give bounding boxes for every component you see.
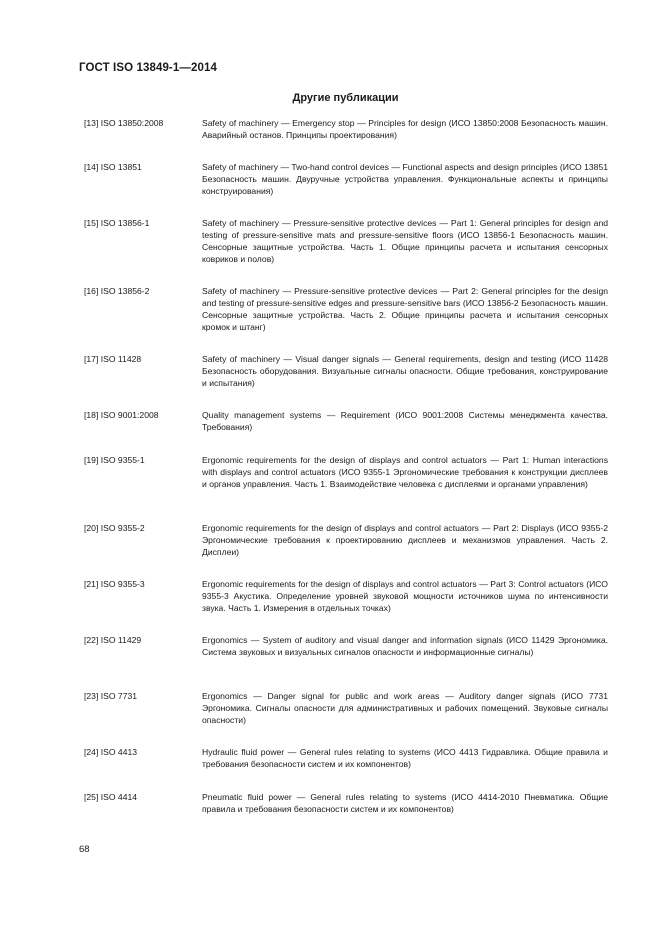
reference-code: [14] ISO 13851 xyxy=(84,162,142,172)
reference-text: Ergonomic requirements for the design of displays and control actuators — Part 2: Displays (ИСО 9355-2 Эргономические требования к проектированию дисплеев и механизмов управления. Часть 2. Дисплеи) xyxy=(202,523,608,557)
reference-text: Quality management systems — Requirement (ИСО 9001:2008 Системы менеджмента качества. Требования) xyxy=(202,410,608,432)
reference-text: Safety of machinery — Two-hand control devices — Functional aspects and design principles (ИСО 13851 Безопасность машин. Двуручные устройства управления. Функциональные аспекты и принципы конструирования) xyxy=(202,162,608,196)
reference-code: [19] ISO 9355-1 xyxy=(84,455,145,465)
reference-text: Ergonomic requirements for the design of displays and control actuators — Part 3: Control actuators (ИСО 9355-3 Акустика. Определение уровней звуковой мощности источников шума по интенсивности звука. Часть 1. Измерения в отдельных точках) xyxy=(202,579,608,613)
reference-text: Hydraulic fluid power — General rules relating to systems (ИСО 4413 Гидравлика. Общие правила и требования безопасности систем и их компонентов) xyxy=(202,747,608,769)
reference-code: [22] ISO 11429 xyxy=(84,635,142,645)
reference-code: [24] ISO 4413 xyxy=(84,747,138,757)
page-number: 68 xyxy=(79,844,90,855)
reference-text: Ergonomic requirements for the design of displays and control actuators — Part 1: Human interactions with displays and control actuators (ИСО 9355-1 Эргономические требования к конструкции дисплеев и органов управления. Часть 1. Взаимодействие человека с дисплеями и органами управления) xyxy=(202,455,608,489)
reference-text: Safety of machinery — Pressure-sensitive protective devices — Part 1: General principles for design and testing of pressure-sensitive mats and pressure-sensitive floors (ИСО 13856-1 Безопасность машин. Сенсорные защитные устройства. Часть 1. Общие принципы расчета и испытания сенсорных ковриков и полов) xyxy=(202,218,608,264)
reference-code: [20] ISO 9355-2 xyxy=(84,523,145,533)
reference-code: [13] ISO 13850:2008 xyxy=(84,118,164,128)
reference-text: Pneumatic fluid power — General rules relating to systems (ИСО 4414-2010 Пневматика. Общие правила и требования безопасности систем и их компонентов) xyxy=(202,792,608,814)
reference-code: [15] ISO 13856-1 xyxy=(84,218,150,228)
reference-code: [17] ISO 11428 xyxy=(84,354,142,364)
reference-code: [21] ISO 9355-3 xyxy=(84,579,145,589)
reference-code: [18] ISO 9001:2008 xyxy=(84,410,159,420)
reference-code: [25] ISO 4414 xyxy=(84,792,138,802)
reference-text: Safety of machinery — Emergency stop — Principles for design (ИСО 13850:2008 Безопасность машин. Аварийный останов. Принципы проектирования) xyxy=(202,118,608,140)
reference-code: [23] ISO 7731 xyxy=(84,691,138,701)
reference-text: Safety of machinery — Pressure-sensitive protective devices — Part 2: General principles for the design and testing of pressure-sensitive edges and pressure-sensitive bars (ИСО 13856-2 Безопасность машин. Сенсорные защитные устройства. Часть 2. Общие принципы расчета и испытания сенсорных кромок и штанг) xyxy=(202,286,608,332)
reference-text: Ergonomics — System of auditory and visual danger and information signals (ИСО 11429 Эргономика. Система звуковых и визуальных сигналов опасности и информационные сигналы) xyxy=(202,635,608,657)
document-header: ГОСТ ISO 13849-1—2014 xyxy=(79,62,217,74)
reference-text: Ergonomics — Danger signal for public and work areas — Auditory danger signals (ИСО 7731 Эргономика. Сигналы опасности для административных и рабочих помещений. Звуковые сигналы опасности) xyxy=(202,691,608,725)
section-title: Другие публикации xyxy=(292,92,399,104)
reference-text: Safety of machinery — Visual danger signals — General requirements, design and testing (ИСО 11428 Безопасность оборудования. Визуальные сигналы опасности. Общие требования, конструирование и испытания) xyxy=(202,354,608,388)
reference-code: [16] ISO 13856-2 xyxy=(84,286,150,296)
